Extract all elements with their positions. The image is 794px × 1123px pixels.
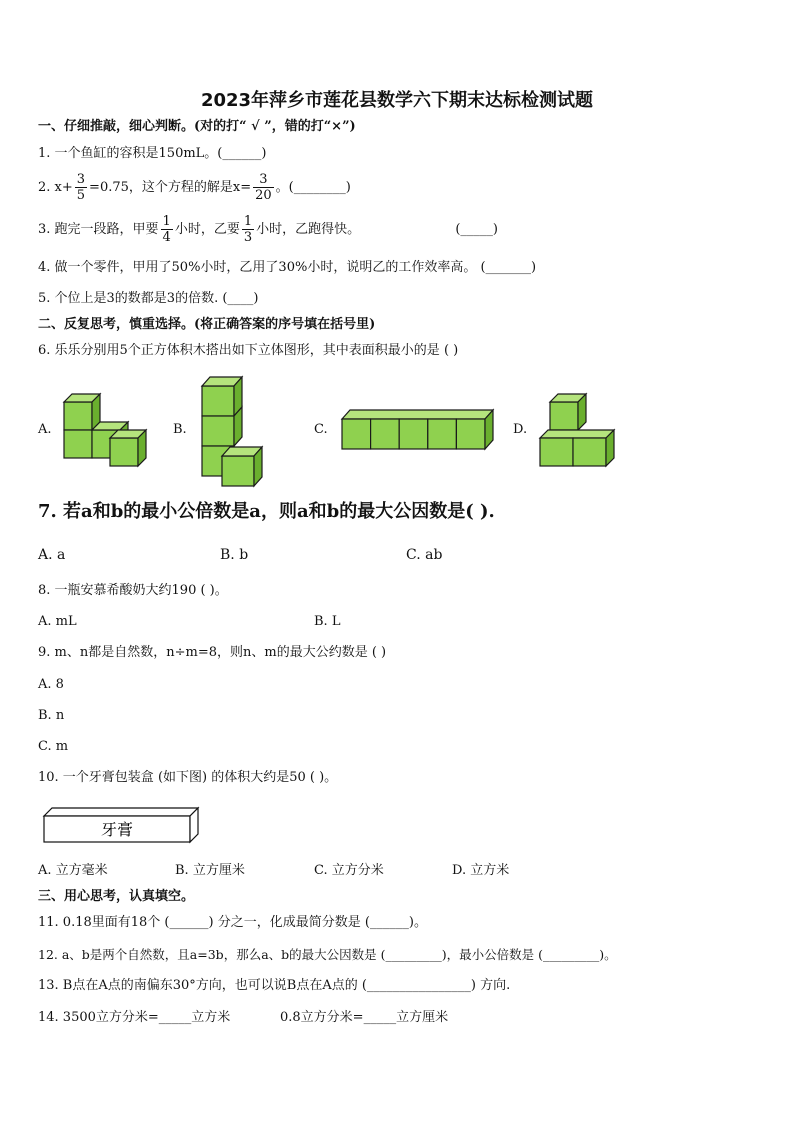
q2-prefix: 2. x+: [38, 179, 73, 195]
q2-suffix: 。(________): [275, 179, 351, 195]
denominator: 5: [76, 188, 86, 203]
question-14-part-a: 14. 3500立方分米=_____立方米: [38, 1010, 231, 1025]
question-14-part-b: 0.8立方分米=_____立方厘米: [280, 1010, 449, 1025]
cube-figure-c: [340, 405, 500, 455]
numerator: 1: [162, 214, 171, 229]
q3-blank: (_____): [455, 221, 498, 237]
q6-option-d: D.: [513, 422, 528, 437]
question-11: 11. 0.18里面有18个 (______) 分之一，化成最简分数是 (______)。: [38, 915, 427, 930]
q7-option-b: B. b: [220, 547, 249, 563]
question-13: 13. B点在A点的南偏东30°方向，也可以说B点在A点的 (________________) 方向.: [38, 978, 511, 993]
q6-option-c: C.: [314, 422, 328, 437]
section-3-heading: 三、用心思考，认真填空。: [38, 889, 195, 904]
q7-option-c: C. ab: [406, 547, 443, 563]
question-7: 7. 若a和b的最小公倍数是a，则a和b的最大公因数是( ).: [38, 501, 495, 522]
question-1: 1. 一个鱼缸的容积是150mL。(______): [38, 146, 267, 161]
q6-option-a: A.: [38, 422, 52, 437]
q10-option-d: D. 立方米: [452, 863, 510, 878]
q3-prefix: 3. 跑完一段路，甲要: [38, 221, 159, 237]
q3-mid: 小时，乙要: [174, 221, 240, 237]
q2-mid: =0.75，这个方程的解是x=: [89, 179, 252, 195]
question-6: 6. 乐乐分别用5个正方体积木搭出如下立体图形，其中表面积最小的是 ( ): [38, 343, 459, 358]
toothpaste-box-label: 牙膏: [100, 820, 134, 839]
q9-option-a: A. 8: [38, 677, 64, 692]
fraction: [242, 214, 254, 245]
page-title: 2023年萍乡市莲花县数学六下期末达标检测试题: [200, 90, 594, 111]
question-2: [38, 172, 351, 203]
q9-option-c: C. m: [38, 739, 69, 754]
fraction: [75, 172, 87, 203]
q10-option-a: A. 立方毫米: [38, 863, 108, 878]
denominator: 20: [255, 188, 272, 203]
q9-option-b: B. n: [38, 708, 65, 723]
q7-option-a: A. a: [38, 547, 66, 563]
numerator: 3: [76, 172, 86, 187]
fraction: [161, 214, 173, 245]
denominator: 4: [162, 230, 171, 245]
question-12: 12. a、b是两个自然数，且a=3b，那么a、b的最大公因数是 (_________)，最小公倍数是 (_________)。: [38, 947, 617, 962]
section-1-heading: 一、仔细推敲，细心判断。(对的打“ √ ”，错的打“×”): [38, 119, 356, 134]
cube-figure-a: [62, 390, 162, 470]
question-10: 10. 一个牙膏包装盒 (如下图) 的体积大约是50 ( )。: [38, 770, 338, 785]
question-5: 5. 个位上是3的数都是3的倍数. (____): [38, 291, 259, 306]
q8-option-b: B. L: [314, 614, 341, 629]
question-4: 4. 做一个零件，甲用了50%小时，乙用了30%小时，说明乙的工作效率高。 (_______): [38, 260, 537, 275]
cube-figure-d: [538, 390, 623, 470]
numerator: 3: [253, 172, 274, 188]
q10-option-c: C. 立方分米: [314, 863, 384, 878]
question-3: [38, 214, 498, 245]
q8-option-a: A. mL: [38, 614, 77, 629]
fraction: [253, 172, 274, 203]
section-2-heading: 二、反复思考，慎重选择。(将正确答案的序号填在括号里): [38, 317, 376, 332]
question-8: 8. 一瓶安慕希酸奶大约190 ( )。: [38, 583, 228, 598]
numerator: 1: [243, 214, 253, 229]
q3-suffix: 小时，乙跑得快。: [256, 221, 361, 237]
q6-option-b: B.: [173, 422, 187, 437]
question-9: 9. m、n都是自然数，n÷m=8，则n、m的最大公约数是 ( ): [38, 645, 387, 660]
toothpaste-box-figure: [42, 806, 202, 846]
denominator: 3: [243, 230, 253, 245]
cube-figure-b: [200, 372, 280, 492]
q10-option-b: B. 立方厘米: [175, 863, 245, 878]
